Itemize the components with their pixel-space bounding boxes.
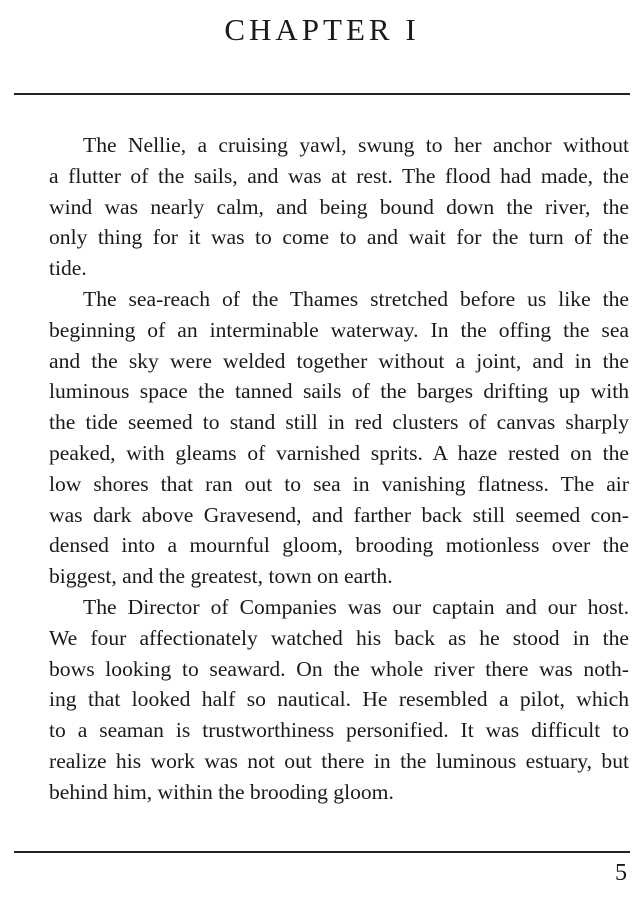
paragraph: [15, 130, 629, 284]
text-line: The Nellie, a cruising yawl, swung to her anchor without: [83, 133, 629, 157]
text-line: tide.: [49, 256, 87, 281]
text-line: the tide seemed to stand still in red clusters of canvas sharply: [49, 410, 629, 435]
text-line: peaked, with gleams of varnished sprits. A haze rested on the: [49, 440, 629, 465]
chapter-title: CHAPTER I: [224, 12, 420, 47]
text-line: and the sky were welded together without a joint, and in the: [49, 348, 629, 373]
header-divider: [14, 93, 630, 95]
text-line: wind was nearly calm, and being bound down the river, the: [49, 194, 629, 219]
text-line: The sea-reach of the Thames stretched before us like the: [83, 286, 629, 311]
chapter-body: [15, 130, 629, 808]
text-line: biggest, and the greatest, town on earth.: [49, 564, 393, 589]
footer-divider: [14, 851, 630, 853]
text-line: The Director of Companies was our captain and our host.: [83, 594, 629, 619]
text-line: realize his work was not out there in the luminous estuary, but: [49, 748, 629, 773]
text-line: densed into a mournful gloom, brooding motionless over the: [49, 533, 629, 558]
text-line: We four affectionately watched his back as he stood in the: [49, 625, 629, 650]
page-number: 5: [615, 860, 627, 886]
paragraph: [15, 284, 629, 592]
paragraph: [15, 592, 629, 808]
text-line: to a seaman is trustworthiness personified. It was difficult to: [49, 718, 629, 743]
text-line: a flutter of the sails, and was at rest. The flood had made, the: [49, 163, 629, 188]
text-line: only thing for it was to come to and wait for the turn of the: [49, 225, 629, 250]
text-line: beginning of an interminable waterway. In the offing the sea: [49, 317, 629, 342]
text-line: behind him, within the brooding gloom.: [49, 779, 394, 804]
text-line: ing that looked half so nautical. He resembled a pilot, which: [49, 687, 629, 712]
text-line: was dark above Gravesend, and farther back still seemed con-: [49, 502, 629, 527]
text-line: luminous space the tanned sails of the barges drifting up with: [49, 379, 629, 404]
text-line: bows looking to seaward. On the whole river there was noth-: [49, 656, 629, 681]
text-line: low shores that ran out to sea in vanishing flatness. The air: [49, 471, 629, 496]
